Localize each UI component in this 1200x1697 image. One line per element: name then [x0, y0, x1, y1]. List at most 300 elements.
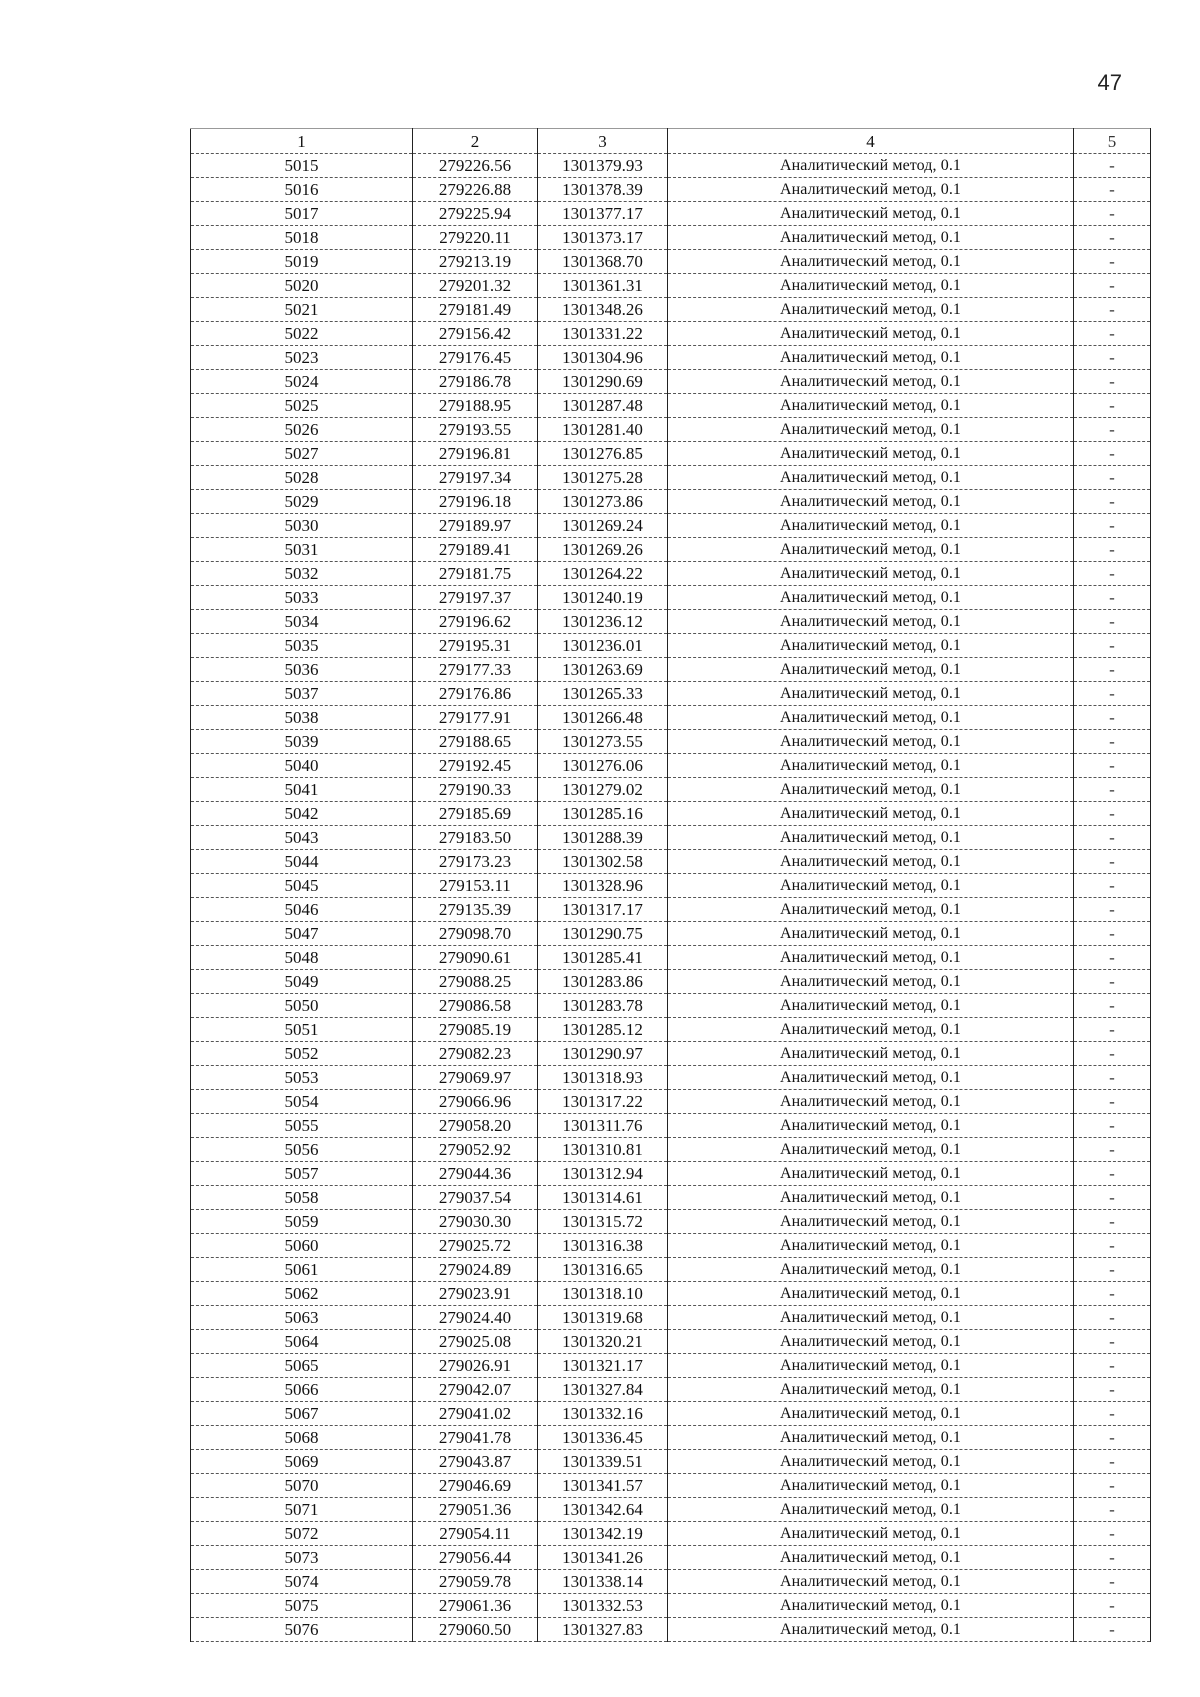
table-row — [191, 538, 1151, 562]
x-coordinate-cell: 279052.92 — [413, 1138, 538, 1162]
x-coordinate-cell: 279176.86 — [413, 682, 538, 706]
note-cell: - — [1074, 850, 1151, 874]
y-coordinate-cell: 1301264.22 — [538, 562, 668, 586]
y-coordinate-cell: 1301317.17 — [538, 898, 668, 922]
method-cell: Аналитический метод, 0.1 — [668, 538, 1074, 562]
note-cell: - — [1074, 1042, 1151, 1066]
x-coordinate-cell: 279086.58 — [413, 994, 538, 1018]
method-cell: Аналитический метод, 0.1 — [668, 1546, 1074, 1570]
method-cell: Аналитический метод, 0.1 — [668, 1570, 1074, 1594]
x-coordinate-cell: 279173.23 — [413, 850, 538, 874]
note-cell: - — [1074, 1234, 1151, 1258]
y-coordinate-cell: 1301287.48 — [538, 394, 668, 418]
method-cell: Аналитический метод, 0.1 — [668, 1018, 1074, 1042]
point-number-cell: 5034 — [191, 610, 413, 634]
table-row — [191, 778, 1151, 802]
method-cell: Аналитический метод, 0.1 — [668, 1426, 1074, 1450]
point-number-cell: 5059 — [191, 1210, 413, 1234]
note-cell: - — [1074, 1090, 1151, 1114]
point-number-cell: 5025 — [191, 394, 413, 418]
x-coordinate-cell: 279156.42 — [413, 322, 538, 346]
y-coordinate-cell: 1301273.86 — [538, 490, 668, 514]
note-cell: - — [1074, 1330, 1151, 1354]
note-cell: - — [1074, 1306, 1151, 1330]
method-cell: Аналитический метод, 0.1 — [668, 994, 1074, 1018]
point-number-cell: 5061 — [191, 1258, 413, 1282]
method-cell: Аналитический метод, 0.1 — [668, 1522, 1074, 1546]
table-row — [191, 1522, 1151, 1546]
method-cell: Аналитический метод, 0.1 — [668, 250, 1074, 274]
table-row — [191, 730, 1151, 754]
method-cell: Аналитический метод, 0.1 — [668, 1042, 1074, 1066]
method-cell: Аналитический метод, 0.1 — [668, 850, 1074, 874]
table-row — [191, 1330, 1151, 1354]
y-coordinate-cell: 1301331.22 — [538, 322, 668, 346]
note-cell: - — [1074, 1426, 1151, 1450]
method-cell: Аналитический метод, 0.1 — [668, 1282, 1074, 1306]
note-cell: - — [1074, 802, 1151, 826]
note-cell: - — [1074, 1522, 1151, 1546]
x-coordinate-cell: 279181.75 — [413, 562, 538, 586]
x-coordinate-cell: 279220.11 — [413, 226, 538, 250]
point-number-cell: 5030 — [191, 514, 413, 538]
note-cell: - — [1074, 1018, 1151, 1042]
note-cell: - — [1074, 1066, 1151, 1090]
point-number-cell: 5055 — [191, 1114, 413, 1138]
x-coordinate-cell: 279197.37 — [413, 586, 538, 610]
x-coordinate-cell: 279177.33 — [413, 658, 538, 682]
y-coordinate-cell: 1301265.33 — [538, 682, 668, 706]
note-cell: - — [1074, 154, 1151, 178]
note-cell: - — [1074, 418, 1151, 442]
y-coordinate-cell: 1301339.51 — [538, 1450, 668, 1474]
note-cell: - — [1074, 514, 1151, 538]
method-cell: Аналитический метод, 0.1 — [668, 1354, 1074, 1378]
note-cell: - — [1074, 610, 1151, 634]
table-row — [191, 298, 1151, 322]
x-coordinate-cell: 279042.07 — [413, 1378, 538, 1402]
y-coordinate-cell: 1301379.93 — [538, 154, 668, 178]
note-cell: - — [1074, 1498, 1151, 1522]
x-coordinate-cell: 279190.33 — [413, 778, 538, 802]
table-row — [191, 1186, 1151, 1210]
method-cell: Аналитический метод, 0.1 — [668, 346, 1074, 370]
y-coordinate-cell: 1301285.16 — [538, 802, 668, 826]
x-coordinate-cell: 279060.50 — [413, 1618, 538, 1642]
note-cell: - — [1074, 1618, 1151, 1642]
y-coordinate-cell: 1301316.38 — [538, 1234, 668, 1258]
note-cell: - — [1074, 202, 1151, 226]
method-cell: Аналитический метод, 0.1 — [668, 370, 1074, 394]
x-coordinate-cell: 279196.62 — [413, 610, 538, 634]
x-coordinate-cell: 279177.91 — [413, 706, 538, 730]
y-coordinate-cell: 1301283.86 — [538, 970, 668, 994]
table-row — [191, 1474, 1151, 1498]
note-cell: - — [1074, 730, 1151, 754]
point-number-cell: 5041 — [191, 778, 413, 802]
table-row — [191, 1210, 1151, 1234]
method-cell: Аналитический метод, 0.1 — [668, 562, 1074, 586]
table-row — [191, 1618, 1151, 1642]
table-row — [191, 658, 1151, 682]
x-coordinate-cell: 279025.72 — [413, 1234, 538, 1258]
point-number-cell: 5057 — [191, 1162, 413, 1186]
x-coordinate-cell: 279030.30 — [413, 1210, 538, 1234]
column-header-4: 4 — [668, 129, 1074, 154]
y-coordinate-cell: 1301378.39 — [538, 178, 668, 202]
table-row — [191, 1234, 1151, 1258]
table-row — [191, 346, 1151, 370]
point-number-cell: 5054 — [191, 1090, 413, 1114]
point-number-cell: 5044 — [191, 850, 413, 874]
note-cell: - — [1074, 1282, 1151, 1306]
x-coordinate-cell: 279026.91 — [413, 1354, 538, 1378]
y-coordinate-cell: 1301312.94 — [538, 1162, 668, 1186]
x-coordinate-cell: 279135.39 — [413, 898, 538, 922]
table-row — [191, 394, 1151, 418]
table-row — [191, 1354, 1151, 1378]
x-coordinate-cell: 279192.45 — [413, 754, 538, 778]
x-coordinate-cell: 279041.78 — [413, 1426, 538, 1450]
method-cell: Аналитический метод, 0.1 — [668, 946, 1074, 970]
method-cell: Аналитический метод, 0.1 — [668, 466, 1074, 490]
y-coordinate-cell: 1301269.26 — [538, 538, 668, 562]
y-coordinate-cell: 1301281.40 — [538, 418, 668, 442]
point-number-cell: 5043 — [191, 826, 413, 850]
x-coordinate-cell: 279189.41 — [413, 538, 538, 562]
method-cell: Аналитический метод, 0.1 — [668, 706, 1074, 730]
note-cell: - — [1074, 1138, 1151, 1162]
note-cell: - — [1074, 970, 1151, 994]
table-row — [191, 994, 1151, 1018]
note-cell: - — [1074, 946, 1151, 970]
column-header-2: 2 — [413, 129, 538, 154]
note-cell: - — [1074, 490, 1151, 514]
point-number-cell: 5060 — [191, 1234, 413, 1258]
point-number-cell: 5065 — [191, 1354, 413, 1378]
point-number-cell: 5016 — [191, 178, 413, 202]
method-cell: Аналитический метод, 0.1 — [668, 442, 1074, 466]
table-row — [191, 1114, 1151, 1138]
point-number-cell: 5040 — [191, 754, 413, 778]
x-coordinate-cell: 279186.78 — [413, 370, 538, 394]
table-row — [191, 1162, 1151, 1186]
y-coordinate-cell: 1301266.48 — [538, 706, 668, 730]
table-row — [191, 1018, 1151, 1042]
y-coordinate-cell: 1301288.39 — [538, 826, 668, 850]
note-cell: - — [1074, 346, 1151, 370]
method-cell: Аналитический метод, 0.1 — [668, 298, 1074, 322]
point-number-cell: 5067 — [191, 1402, 413, 1426]
y-coordinate-cell: 1301316.65 — [538, 1258, 668, 1282]
method-cell: Аналитический метод, 0.1 — [668, 202, 1074, 226]
table-row — [191, 850, 1151, 874]
point-number-cell: 5020 — [191, 274, 413, 298]
x-coordinate-cell: 279059.78 — [413, 1570, 538, 1594]
point-number-cell: 5024 — [191, 370, 413, 394]
table-row — [191, 682, 1151, 706]
note-cell: - — [1074, 1402, 1151, 1426]
y-coordinate-cell: 1301283.78 — [538, 994, 668, 1018]
table-row — [191, 154, 1151, 178]
y-coordinate-cell: 1301332.53 — [538, 1594, 668, 1618]
note-cell: - — [1074, 826, 1151, 850]
y-coordinate-cell: 1301328.96 — [538, 874, 668, 898]
note-cell: - — [1074, 1354, 1151, 1378]
point-number-cell: 5022 — [191, 322, 413, 346]
y-coordinate-cell: 1301302.58 — [538, 850, 668, 874]
y-coordinate-cell: 1301368.70 — [538, 250, 668, 274]
note-cell: - — [1074, 994, 1151, 1018]
method-cell: Аналитический метод, 0.1 — [668, 1378, 1074, 1402]
x-coordinate-cell: 279023.91 — [413, 1282, 538, 1306]
table-row — [191, 466, 1151, 490]
point-number-cell: 5039 — [191, 730, 413, 754]
note-cell: - — [1074, 1546, 1151, 1570]
x-coordinate-cell: 279153.11 — [413, 874, 538, 898]
method-cell: Аналитический метод, 0.1 — [668, 826, 1074, 850]
note-cell: - — [1074, 1450, 1151, 1474]
table-row — [191, 1258, 1151, 1282]
table-body — [191, 154, 1151, 1642]
method-cell: Аналитический метод, 0.1 — [668, 802, 1074, 826]
point-number-cell: 5071 — [191, 1498, 413, 1522]
table-row — [191, 178, 1151, 202]
note-cell: - — [1074, 634, 1151, 658]
table-row — [191, 418, 1151, 442]
point-number-cell: 5032 — [191, 562, 413, 586]
table-row — [191, 946, 1151, 970]
method-cell: Аналитический метод, 0.1 — [668, 1114, 1074, 1138]
x-coordinate-cell: 279024.40 — [413, 1306, 538, 1330]
note-cell: - — [1074, 1258, 1151, 1282]
note-cell: - — [1074, 1186, 1151, 1210]
table-row — [191, 1594, 1151, 1618]
method-cell: Аналитический метод, 0.1 — [668, 154, 1074, 178]
note-cell: - — [1074, 274, 1151, 298]
note-cell: - — [1074, 250, 1151, 274]
point-number-cell: 5064 — [191, 1330, 413, 1354]
table-row — [191, 1306, 1151, 1330]
x-coordinate-cell: 279058.20 — [413, 1114, 538, 1138]
point-number-cell: 5035 — [191, 634, 413, 658]
table-row — [191, 1090, 1151, 1114]
x-coordinate-cell: 279069.97 — [413, 1066, 538, 1090]
x-coordinate-cell: 279188.95 — [413, 394, 538, 418]
y-coordinate-cell: 1301263.69 — [538, 658, 668, 682]
y-coordinate-cell: 1301317.22 — [538, 1090, 668, 1114]
note-cell: - — [1074, 1594, 1151, 1618]
y-coordinate-cell: 1301290.69 — [538, 370, 668, 394]
point-number-cell: 5073 — [191, 1546, 413, 1570]
point-number-cell: 5062 — [191, 1282, 413, 1306]
y-coordinate-cell: 1301304.96 — [538, 346, 668, 370]
note-cell: - — [1074, 394, 1151, 418]
method-cell: Аналитический метод, 0.1 — [668, 1402, 1074, 1426]
point-number-cell: 5047 — [191, 922, 413, 946]
y-coordinate-cell: 1301236.01 — [538, 634, 668, 658]
y-coordinate-cell: 1301342.19 — [538, 1522, 668, 1546]
y-coordinate-cell: 1301285.41 — [538, 946, 668, 970]
y-coordinate-cell: 1301373.17 — [538, 226, 668, 250]
point-number-cell: 5021 — [191, 298, 413, 322]
point-number-cell: 5038 — [191, 706, 413, 730]
page-number: 47 — [1097, 70, 1122, 95]
x-coordinate-cell: 279189.97 — [413, 514, 538, 538]
method-cell: Аналитический метод, 0.1 — [668, 1138, 1074, 1162]
table-row — [191, 1426, 1151, 1450]
x-coordinate-cell: 279213.19 — [413, 250, 538, 274]
point-number-cell: 5033 — [191, 586, 413, 610]
point-number-cell: 5036 — [191, 658, 413, 682]
y-coordinate-cell: 1301290.97 — [538, 1042, 668, 1066]
x-coordinate-cell: 279085.19 — [413, 1018, 538, 1042]
method-cell: Аналитический метод, 0.1 — [668, 1474, 1074, 1498]
point-number-cell: 5017 — [191, 202, 413, 226]
point-number-cell: 5051 — [191, 1018, 413, 1042]
point-number-cell: 5045 — [191, 874, 413, 898]
x-coordinate-cell: 279061.36 — [413, 1594, 538, 1618]
note-cell: - — [1074, 658, 1151, 682]
method-cell: Аналитический метод, 0.1 — [668, 922, 1074, 946]
y-coordinate-cell: 1301315.72 — [538, 1210, 668, 1234]
note-cell: - — [1074, 1378, 1151, 1402]
point-number-cell: 5026 — [191, 418, 413, 442]
table-row — [191, 754, 1151, 778]
table-row — [191, 322, 1151, 346]
x-coordinate-cell: 279183.50 — [413, 826, 538, 850]
x-coordinate-cell: 279024.89 — [413, 1258, 538, 1282]
point-number-cell: 5028 — [191, 466, 413, 490]
y-coordinate-cell: 1301318.10 — [538, 1282, 668, 1306]
y-coordinate-cell: 1301336.45 — [538, 1426, 668, 1450]
point-number-cell: 5074 — [191, 1570, 413, 1594]
note-cell: - — [1074, 922, 1151, 946]
point-number-cell: 5015 — [191, 154, 413, 178]
method-cell: Аналитический метод, 0.1 — [668, 178, 1074, 202]
y-coordinate-cell: 1301290.75 — [538, 922, 668, 946]
x-coordinate-cell: 279056.44 — [413, 1546, 538, 1570]
method-cell: Аналитический метод, 0.1 — [668, 778, 1074, 802]
note-cell: - — [1074, 754, 1151, 778]
x-coordinate-cell: 279193.55 — [413, 418, 538, 442]
y-coordinate-cell: 1301321.17 — [538, 1354, 668, 1378]
x-coordinate-cell: 279054.11 — [413, 1522, 538, 1546]
method-cell: Аналитический метод, 0.1 — [668, 1258, 1074, 1282]
table-row — [191, 490, 1151, 514]
y-coordinate-cell: 1301377.17 — [538, 202, 668, 226]
x-coordinate-cell: 279088.25 — [413, 970, 538, 994]
x-coordinate-cell: 279098.70 — [413, 922, 538, 946]
method-cell: Аналитический метод, 0.1 — [668, 322, 1074, 346]
method-cell: Аналитический метод, 0.1 — [668, 1090, 1074, 1114]
x-coordinate-cell: 279185.69 — [413, 802, 538, 826]
x-coordinate-cell: 279043.87 — [413, 1450, 538, 1474]
method-cell: Аналитический метод, 0.1 — [668, 274, 1074, 298]
x-coordinate-cell: 279195.31 — [413, 634, 538, 658]
x-coordinate-cell: 279066.96 — [413, 1090, 538, 1114]
point-number-cell: 5019 — [191, 250, 413, 274]
point-number-cell: 5046 — [191, 898, 413, 922]
point-number-cell: 5056 — [191, 1138, 413, 1162]
y-coordinate-cell: 1301240.19 — [538, 586, 668, 610]
y-coordinate-cell: 1301279.02 — [538, 778, 668, 802]
x-coordinate-cell: 279197.34 — [413, 466, 538, 490]
y-coordinate-cell: 1301361.31 — [538, 274, 668, 298]
note-cell: - — [1074, 1474, 1151, 1498]
note-cell: - — [1074, 874, 1151, 898]
note-cell: - — [1074, 682, 1151, 706]
method-cell: Аналитический метод, 0.1 — [668, 682, 1074, 706]
point-number-cell: 5075 — [191, 1594, 413, 1618]
table-row — [191, 1066, 1151, 1090]
note-cell: - — [1074, 370, 1151, 394]
point-number-cell: 5031 — [191, 538, 413, 562]
method-cell: Аналитический метод, 0.1 — [668, 634, 1074, 658]
point-number-cell: 5023 — [191, 346, 413, 370]
table-row — [191, 1498, 1151, 1522]
y-coordinate-cell: 1301320.21 — [538, 1330, 668, 1354]
table-row — [191, 826, 1151, 850]
x-coordinate-cell: 279090.61 — [413, 946, 538, 970]
y-coordinate-cell: 1301273.55 — [538, 730, 668, 754]
y-coordinate-cell: 1301275.28 — [538, 466, 668, 490]
table-row — [191, 610, 1151, 634]
table-row — [191, 1138, 1151, 1162]
point-number-cell: 5050 — [191, 994, 413, 1018]
note-cell: - — [1074, 898, 1151, 922]
x-coordinate-cell: 279225.94 — [413, 202, 538, 226]
point-number-cell: 5068 — [191, 1426, 413, 1450]
table-header-row — [191, 129, 1151, 154]
x-coordinate-cell: 279041.02 — [413, 1402, 538, 1426]
point-number-cell: 5048 — [191, 946, 413, 970]
table-row — [191, 802, 1151, 826]
method-cell: Аналитический метод, 0.1 — [668, 394, 1074, 418]
method-cell: Аналитический метод, 0.1 — [668, 1330, 1074, 1354]
x-coordinate-cell: 279044.36 — [413, 1162, 538, 1186]
table-row — [191, 1402, 1151, 1426]
method-cell: Аналитический метод, 0.1 — [668, 514, 1074, 538]
method-cell: Аналитический метод, 0.1 — [668, 754, 1074, 778]
table-row — [191, 1570, 1151, 1594]
table-row — [191, 922, 1151, 946]
note-cell: - — [1074, 586, 1151, 610]
point-number-cell: 5042 — [191, 802, 413, 826]
method-cell: Аналитический метод, 0.1 — [668, 1618, 1074, 1642]
table-row — [191, 898, 1151, 922]
table-row — [191, 370, 1151, 394]
table-row — [191, 442, 1151, 466]
table-row — [191, 1378, 1151, 1402]
point-number-cell: 5053 — [191, 1066, 413, 1090]
y-coordinate-cell: 1301338.14 — [538, 1570, 668, 1594]
method-cell: Аналитический метод, 0.1 — [668, 1234, 1074, 1258]
y-coordinate-cell: 1301269.24 — [538, 514, 668, 538]
point-number-cell: 5076 — [191, 1618, 413, 1642]
x-coordinate-cell: 279046.69 — [413, 1474, 538, 1498]
method-cell: Аналитический метод, 0.1 — [668, 1210, 1074, 1234]
point-number-cell: 5069 — [191, 1450, 413, 1474]
column-header-1: 1 — [191, 129, 413, 154]
method-cell: Аналитический метод, 0.1 — [668, 970, 1074, 994]
x-coordinate-cell: 279025.08 — [413, 1330, 538, 1354]
note-cell: - — [1074, 1114, 1151, 1138]
column-header-5: 5 — [1074, 129, 1151, 154]
y-coordinate-cell: 1301276.85 — [538, 442, 668, 466]
note-cell: - — [1074, 1162, 1151, 1186]
y-coordinate-cell: 1301332.16 — [538, 1402, 668, 1426]
